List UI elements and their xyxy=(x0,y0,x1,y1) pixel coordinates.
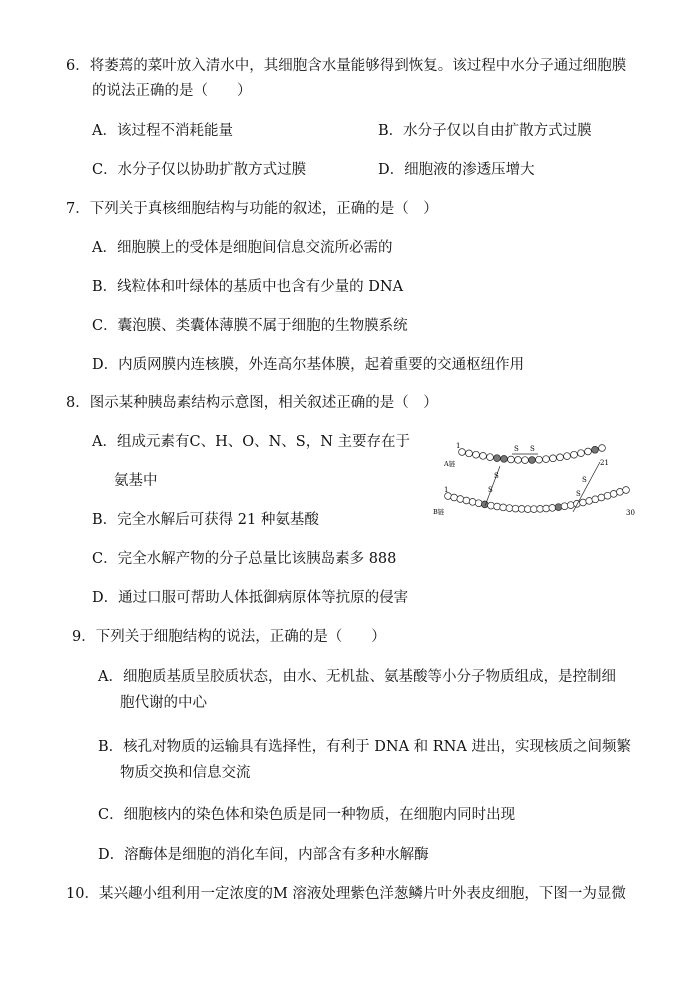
q9-option-b-line1: B．核孔对物质的运输具有选择性，有利于 DNA 和 RNA 进出，实现核质之间频繁 xyxy=(98,739,631,755)
chain-b-bead xyxy=(561,503,568,510)
s-label-3: S xyxy=(582,476,587,484)
q8-option-a-line1: A．组成元素有C、H、O、N、S，N 主要存在于 xyxy=(92,434,411,450)
q8-option-c: C．完全水解产物的分子总量比该胰岛素多 888 xyxy=(92,551,397,567)
chain-b-bead xyxy=(500,504,507,511)
chain-b-bead xyxy=(457,496,464,503)
chain-b-bead xyxy=(475,500,482,507)
chain-b-bead xyxy=(555,504,562,511)
chain-b-label: B链 xyxy=(433,508,445,516)
q9-option-d: D．溶酶体是细胞的消化车间，内部含有多种水解酶 xyxy=(98,847,429,863)
chain-a-end-label: 21 xyxy=(600,459,609,467)
chain-b-end-label: 30 xyxy=(626,509,635,517)
q7-option-a: A．细胞膜上的受体是细胞间信息交流所必需的 xyxy=(92,240,393,256)
chain-a-bead xyxy=(599,445,606,452)
chain-a-bead xyxy=(522,457,529,464)
chain-a-bead xyxy=(501,456,508,463)
chain-b-bead xyxy=(580,499,587,506)
chain-b-bead xyxy=(617,489,624,496)
q9-option-c: C．细胞核内的染色体和染色质是同一种物质，在细胞内同时出现 xyxy=(98,807,516,823)
s-label-4: S xyxy=(576,490,581,498)
chain-a-bead xyxy=(564,453,571,460)
chain-b-bead xyxy=(610,491,617,498)
chain-a-bead xyxy=(592,446,599,453)
chain-b-start-label: 1 xyxy=(444,486,449,494)
q6-option-b: B．水分子仅以自由扩散方式过膜 xyxy=(378,123,592,139)
chain-b-bead xyxy=(494,503,501,510)
q9-option-b-line2: 物质交换和信息交流 xyxy=(120,765,251,781)
chain-b-beads xyxy=(445,487,630,513)
chain-b-bead xyxy=(469,499,476,506)
insulin-structure-diagram xyxy=(430,440,640,540)
chain-a-bead xyxy=(515,457,522,464)
q9-option-a-line1: A．细胞质基质呈胶质状态，由水、无机盐、氨基酸等小分子物质组成，是控制细 xyxy=(98,669,616,685)
chain-b-bead xyxy=(512,505,519,512)
chain-b-bead xyxy=(543,505,550,512)
s-label-2: S xyxy=(488,486,493,494)
chain-b-bead xyxy=(567,502,574,509)
chain-b-bead xyxy=(488,502,495,509)
chain-a-bead xyxy=(508,456,515,463)
chain-a-start-label: 1 xyxy=(456,442,461,450)
chain-a-bead xyxy=(494,455,501,462)
chain-b-bead xyxy=(586,498,593,505)
chain-a-bead xyxy=(529,457,536,464)
chain-b-bead xyxy=(623,487,630,494)
chain-b-bead xyxy=(481,501,488,508)
q7-option-d: D．内质网膜内连核膜，外连高尔基体膜，起着重要的交通枢纽作用 xyxy=(92,357,525,373)
q6-option-a: A．该过程不消耗能量 xyxy=(92,123,233,139)
chain-b-bead xyxy=(451,494,458,501)
chain-b-bead xyxy=(592,496,599,503)
q6-option-d: D．细胞液的渗透压增大 xyxy=(378,162,535,178)
chain-b-bead xyxy=(598,494,605,501)
chain-b-bead xyxy=(604,492,611,499)
chain-a-bead xyxy=(466,450,473,457)
chain-a-bead xyxy=(487,454,494,461)
s-label-a1: S xyxy=(514,445,519,453)
s-label-1: S xyxy=(494,472,499,480)
q8-option-a-line2: 氨基中 xyxy=(114,473,158,489)
q8-option-b: B．完全水解后可获得 21 种氨基酸 xyxy=(92,512,319,528)
chain-a-bead xyxy=(557,454,564,461)
q8-option-d: D．通过口服可帮助人体抵御病原体等抗原的侵害 xyxy=(92,590,409,606)
chain-b-bead xyxy=(463,497,470,504)
chain-b-bead xyxy=(549,505,556,512)
chain-a-bead xyxy=(536,456,543,463)
chain-a-bead xyxy=(550,455,557,462)
q10-stem: 10．某兴趣小组利用一定浓度的M 溶液处理紫色洋葱鳞片叶外表皮细胞，下图一为显微 xyxy=(66,886,626,902)
chain-a-bead xyxy=(578,450,585,457)
chain-b-bead xyxy=(531,506,538,513)
chain-b-bead xyxy=(506,505,513,512)
chain-a-bead xyxy=(480,453,487,460)
q6-stem-line1: 6．将萎蔫的菜叶放入清水中，其细胞含水量能够得到恢复。该过程中水分子通过细胞膜 xyxy=(66,58,627,74)
s-label-a2: S xyxy=(530,445,535,453)
chain-b-bead xyxy=(574,500,581,507)
q7-stem: 7．下列关于真核细胞结构与功能的叙述，正确的是（ ） xyxy=(66,201,438,217)
q9-option-a-line2: 胞代谢的中心 xyxy=(120,695,207,711)
chain-a-bead xyxy=(473,451,480,458)
chain-a-label: A链 xyxy=(444,460,456,468)
q7-option-c: C．囊泡膜、类囊体薄膜不属于细胞的生物膜系统 xyxy=(92,318,408,334)
chain-a-bead xyxy=(585,448,592,455)
chain-a-bead xyxy=(571,451,578,458)
q6-option-c: C．水分子仅以协助扩散方式过膜 xyxy=(92,162,307,178)
q7-option-b: B．线粒体和叶绿体的基质中也含有少量的 DNA xyxy=(92,279,404,295)
q8-stem: 8．图示某种胰岛素结构示意图，相关叙述正确的是（ ） xyxy=(66,395,438,411)
chain-a-bead xyxy=(543,456,550,463)
q9-stem: 9．下列关于细胞结构的说法，正确的是（ ） xyxy=(72,629,386,645)
q6-stem-line2: 的说法正确的是（ ） xyxy=(92,83,252,99)
disulfide-bond-line xyxy=(573,462,600,512)
